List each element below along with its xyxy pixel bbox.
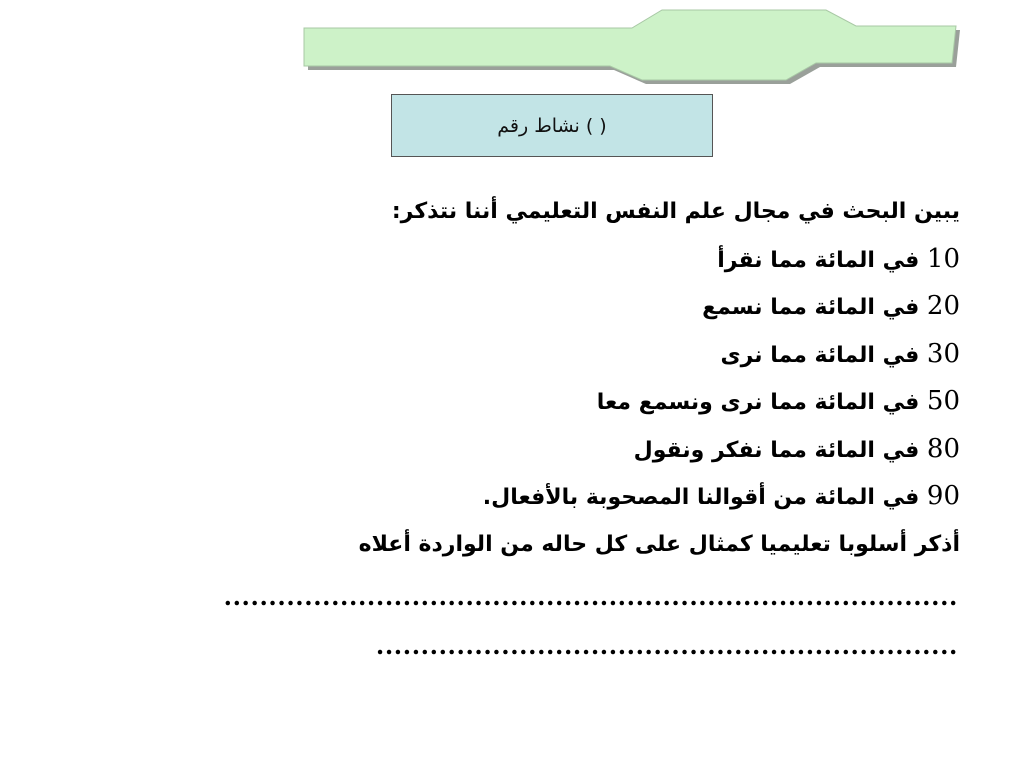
task-text: أذكر أسلوبا تعليميا كمثال على كل حاله من الواردة أعلاه — [358, 531, 960, 557]
activity-label: نشاط رقم ( ) — [497, 114, 607, 137]
fact-line — [60, 283, 960, 331]
fact-number: 20 — [926, 291, 960, 321]
fact-line — [60, 473, 960, 521]
title-banner — [300, 2, 964, 90]
fact-text: في المائة مما نفكر ونقول — [633, 437, 927, 463]
intro-text: يبين البحث في مجال علم النفس التعليمي أننا نتذكر: — [391, 199, 960, 224]
fact-number: 50 — [926, 386, 960, 416]
answer-line-2: ................................................................. — [375, 631, 958, 660]
fact-text: في المائة من أقوالنا المصحوبة بالأفعال. — [482, 485, 927, 510]
fact-line — [60, 331, 960, 379]
fact-text: في المائة مما نرى ونسمع معا — [596, 390, 927, 415]
fact-number: 90 — [926, 481, 960, 511]
fact-text: في المائة مما نسمع — [702, 295, 927, 320]
fact-text: في المائة مما نقرأ — [717, 247, 927, 273]
fact-line — [60, 426, 960, 474]
fact-number: 80 — [926, 433, 960, 464]
fact-text: في المائة مما نرى — [720, 342, 927, 368]
fact-line — [60, 236, 960, 284]
fact-line — [60, 378, 960, 426]
answer-line-1: .................................................................................. — [223, 582, 958, 611]
fact-number: 10 — [926, 243, 960, 274]
fact-number: 30 — [926, 338, 960, 369]
activity-label-box — [391, 94, 713, 157]
slide-body — [60, 188, 960, 568]
